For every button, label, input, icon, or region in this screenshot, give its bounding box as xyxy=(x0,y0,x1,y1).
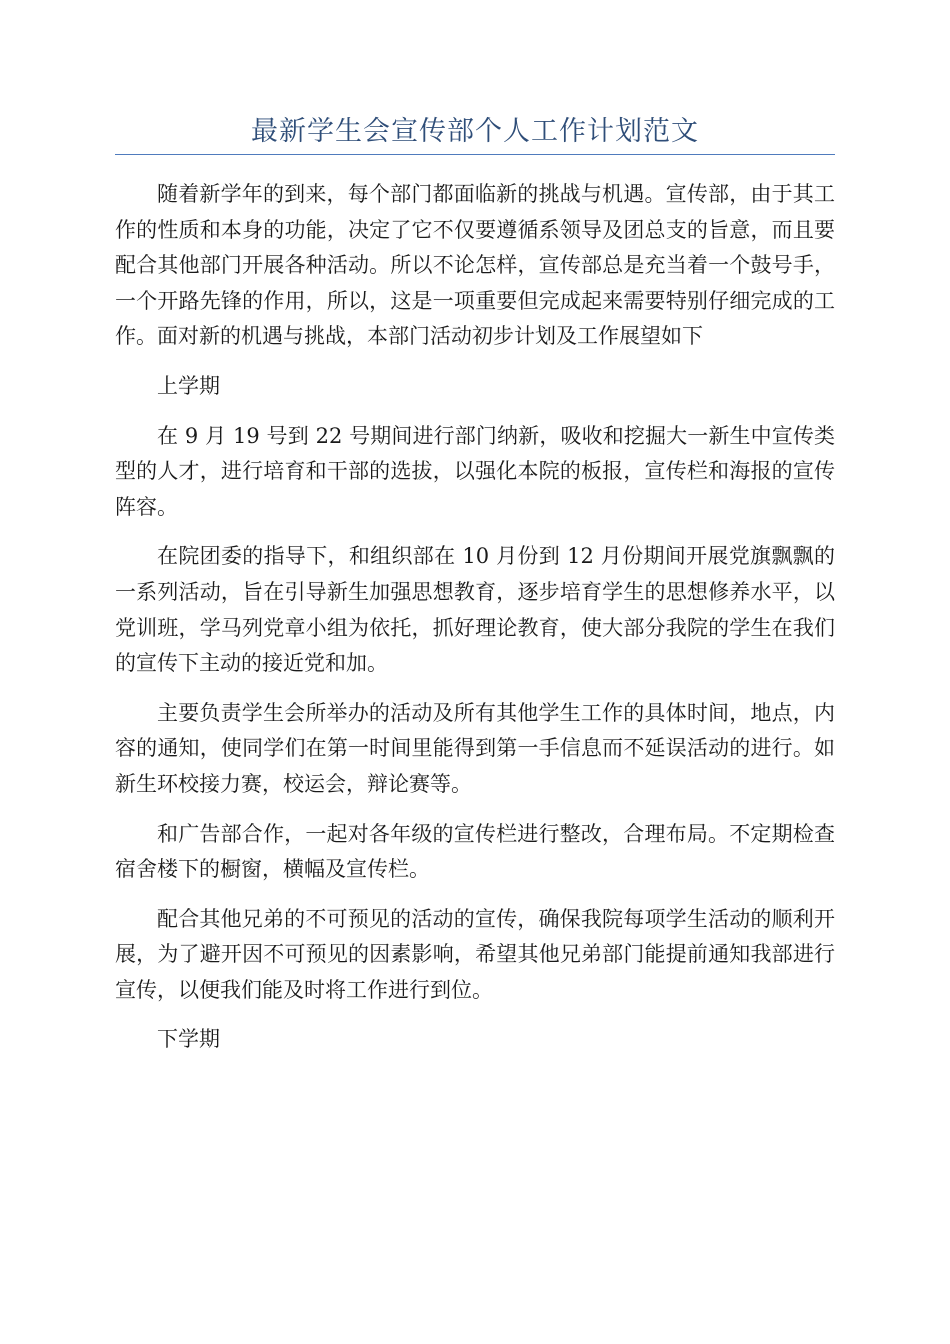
bulletin-board-paragraph: 和广告部合作，一起对各年级的宣传栏进行整改，合理布局。不定期检查宿舍楼下的橱窗，横幅及宣传栏。 xyxy=(115,821,835,882)
notification-paragraph: 主要负责学生会所举办的活动及所有其他学生工作的具体时间，地点，内容的通知，使同学们在第一时间里能得到第一手信息而不延误活动的进行。如新生环校接力赛，校运会，辩论赛等。 xyxy=(115,700,835,796)
document-title: 最新学生会宣传部个人工作计划范文 xyxy=(251,116,699,147)
document-body xyxy=(115,177,835,1072)
section-heading-second-semester: 下学期 xyxy=(157,1027,220,1052)
section-heading-first-semester: 上学期 xyxy=(157,373,220,398)
cooperation-paragraph: 配合其他兄弟的不可预见的活动的宣传，确保我院每项学生活动的顺利开展，为了避开因不可预见的因素影响，希望其他兄弟部门能提前通知我部进行宣传，以便我们能及时将工作进行到位。 xyxy=(115,906,835,1002)
intro-paragraph: 随着新学年的到来，每个部门都面临新的挑战与机遇。宣传部，由于其工作的性质和本身的功能，决定了它不仅要遵循系领导及团总支的旨意，而且要配合其他部门开展各种活动。所以不论怎样，宣传部总是充当着一个鼓号手，一个开路先锋的作用，所以，这是一项重要但完成起来需要特别仔细完成的工作。面对新的机遇与挑战，本部门活动初步计划及工作展望如下 xyxy=(115,182,835,349)
title-underline xyxy=(115,154,835,155)
recruitment-paragraph: 在 9 月 19 号到 22 号期间进行部门纳新，吸收和挖掘大一新生中宣传类型的人才，进行培育和干部的选拔，以强化本院的板报，宣传栏和海报的宣传阵容。 xyxy=(115,423,835,519)
party-activity-paragraph: 在院团委的指导下，和组织部在 10 月份到 12 月份期间开展党旗飘飘的一系列活动，旨在引导新生加强思想教育，逐步培育学生的思想修养水平，以党训班，学马列党章小组为依托，抓好理论教育，使大部分我院的学生在我们的宣传下主动的接近党和加。 xyxy=(115,544,835,676)
